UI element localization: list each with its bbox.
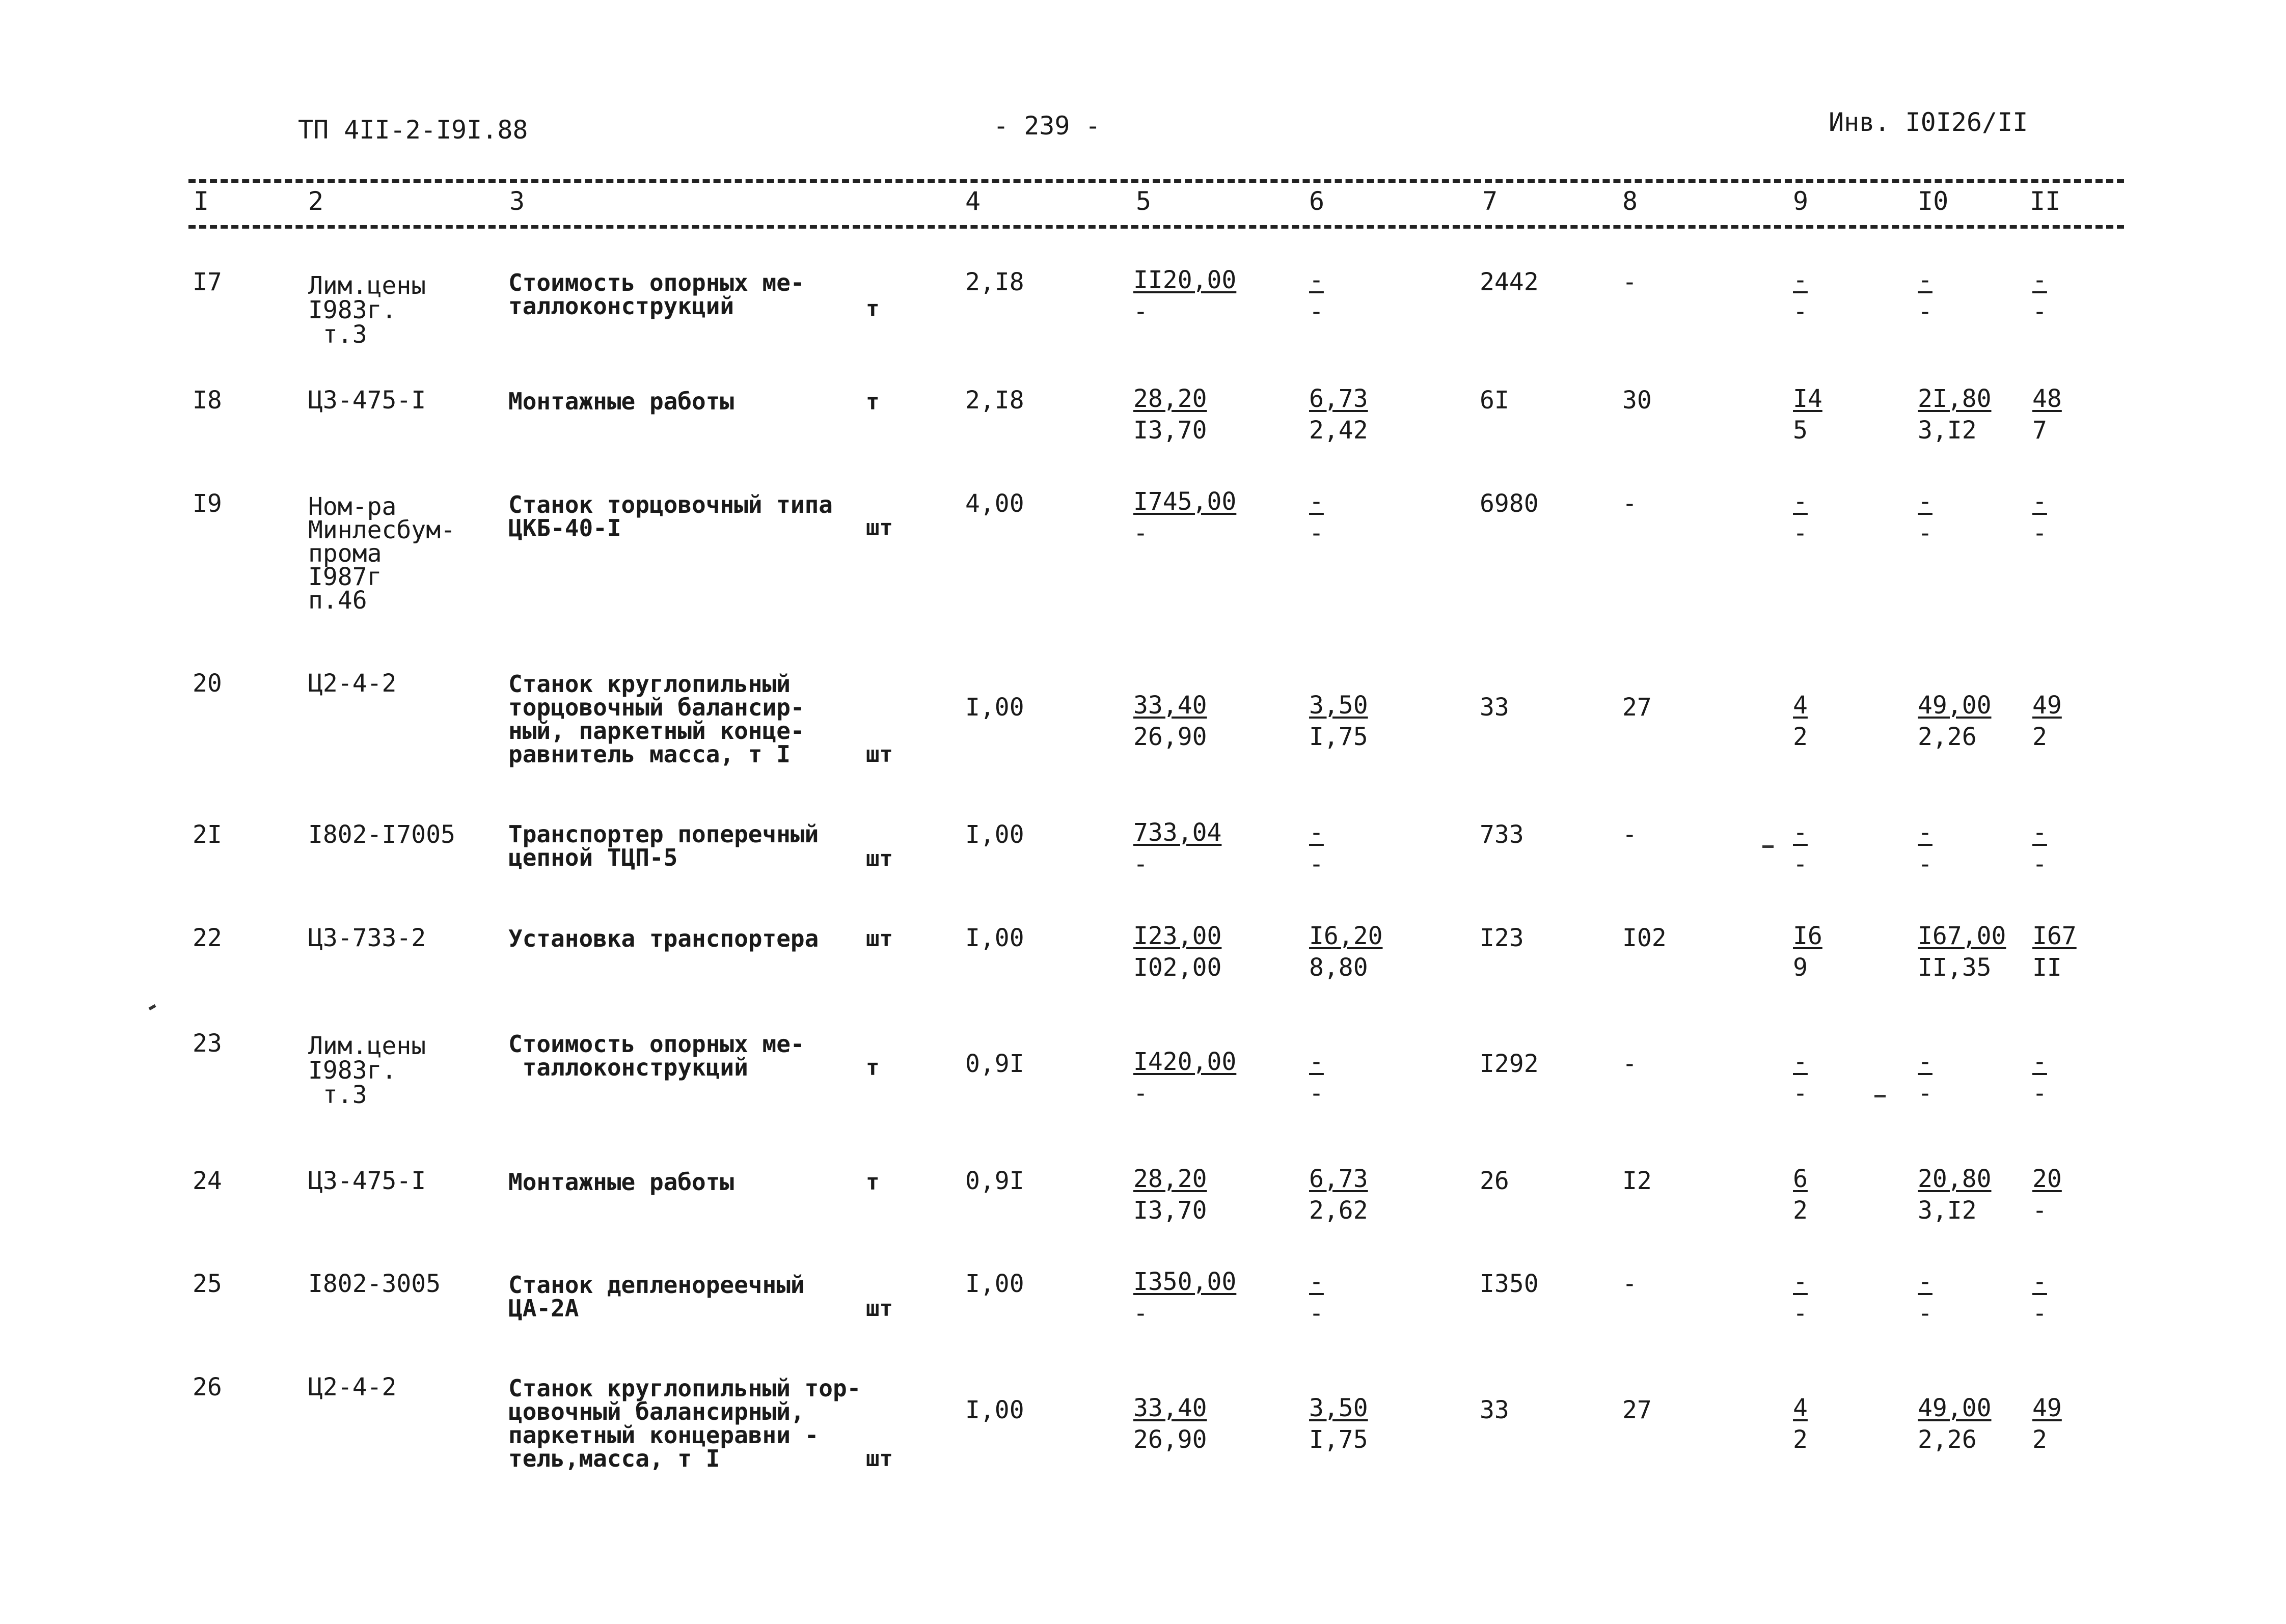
unit-cost-wages: I3,70 xyxy=(1133,416,1207,445)
unit-cost-fraction xyxy=(1133,487,1236,547)
unit-cost-total: 28,20 xyxy=(1133,1165,1207,1193)
column-number-11: II xyxy=(2030,186,2061,216)
total-wages: - xyxy=(1622,1050,1637,1078)
document-code: ТП 4II-2-I9I.88 xyxy=(298,115,528,145)
work-description: Стоимость опорных ме- таллоконструкций xyxy=(508,1030,805,1081)
labor-machinists: - xyxy=(1793,519,1808,547)
row-number: 24 xyxy=(193,1167,222,1195)
labor-fraction xyxy=(1793,1394,1808,1454)
labor-norm-machinists: 3,I2 xyxy=(1918,1196,1977,1225)
unit-cost-wages: - xyxy=(1133,850,1148,878)
quantity: 2,I8 xyxy=(965,386,1024,415)
labor-fraction xyxy=(1793,1268,1808,1328)
unit-cost-wages: 26,90 xyxy=(1133,1425,1207,1454)
unit-cost-total: I350,00 xyxy=(1133,1268,1237,1296)
machine-cost-wages: I,75 xyxy=(1309,723,1368,751)
row-number: 25 xyxy=(193,1270,222,1298)
labor-norm-fraction xyxy=(1918,1165,1992,1225)
labor-fraction xyxy=(1793,691,1808,751)
labor-norm-total: - xyxy=(1918,266,1933,294)
unit: шт xyxy=(866,1446,893,1472)
column-number-5: 5 xyxy=(1136,186,1152,216)
total-cost: 2442 xyxy=(1480,268,1539,296)
unit-cost-wages: I3,70 xyxy=(1133,1196,1207,1225)
labor-norm-fraction xyxy=(1918,691,1992,751)
labor-sum-total: 49 xyxy=(2032,1394,2062,1422)
work-description: Стоимость опорных ме- таллоконструкций xyxy=(508,269,805,320)
machine-cost-fraction xyxy=(1309,1394,1368,1454)
labor-sum-machinists: 7 xyxy=(2032,416,2047,445)
machine-cost-total: 6,73 xyxy=(1309,384,1368,413)
column-number-4: 4 xyxy=(965,186,981,216)
price-reference: Ц3-475-I xyxy=(308,386,426,415)
quantity: I,00 xyxy=(965,693,1024,722)
unit-cost-fraction xyxy=(1133,1394,1207,1454)
page-number: - 239 - xyxy=(993,111,1101,141)
quantity: 4,00 xyxy=(965,489,1024,518)
machine-cost-fraction xyxy=(1309,487,1324,547)
unit-cost-fraction xyxy=(1133,691,1207,751)
machine-cost-wages: 8,80 xyxy=(1309,953,1368,982)
total-cost: 6I xyxy=(1480,386,1509,415)
quantity: I,00 xyxy=(965,1396,1024,1424)
total-wages: 27 xyxy=(1622,693,1652,722)
total-wages: 27 xyxy=(1622,1396,1652,1424)
total-wages: 30 xyxy=(1622,386,1652,415)
labor-sum-machinists: II xyxy=(2032,953,2062,982)
labor-norm-machinists: 3,I2 xyxy=(1918,416,1977,445)
column-number-10: I0 xyxy=(1918,186,1949,216)
labor-sum-machinists: 2 xyxy=(2032,1425,2047,1454)
row-number: 26 xyxy=(193,1373,222,1401)
work-description: Транспортер поперечный цепной ТЦП-5 xyxy=(508,820,819,871)
machine-cost-wages: 2,62 xyxy=(1309,1196,1368,1225)
labor-norm-fraction xyxy=(1918,818,1933,878)
row-number: 2I xyxy=(193,820,222,849)
labor-fraction xyxy=(1793,1165,1808,1225)
unit: т xyxy=(866,1169,880,1195)
labor-norm-fraction xyxy=(1918,266,1933,326)
work-description: Монтажные работы xyxy=(508,1168,734,1196)
labor-sum-machinists: 2 xyxy=(2032,723,2047,751)
machine-cost-wages: - xyxy=(1309,1079,1324,1108)
machine-cost-fraction xyxy=(1309,384,1368,445)
column-number-3: 3 xyxy=(509,186,525,216)
row-number: 23 xyxy=(193,1029,222,1058)
unit: шт xyxy=(866,846,893,872)
total-cost: I350 xyxy=(1480,1270,1539,1298)
labor-sum-fraction xyxy=(2032,384,2062,445)
machine-cost-fraction xyxy=(1309,266,1324,326)
labor-total: 4 xyxy=(1793,1394,1808,1422)
labor-norm-fraction xyxy=(1918,922,2006,982)
labor-sum-total: 49 xyxy=(2032,691,2062,720)
unit-cost-total: 28,20 xyxy=(1133,384,1207,413)
total-wages: - xyxy=(1622,820,1637,849)
price-reference: Ц2-4-2 xyxy=(308,1373,397,1401)
unit-cost-fraction xyxy=(1133,1048,1236,1108)
unit: шт xyxy=(866,1296,893,1322)
labor-fraction xyxy=(1793,266,1808,326)
row-number: 20 xyxy=(193,669,222,698)
unit: шт xyxy=(866,926,893,952)
column-number-6: 6 xyxy=(1309,186,1325,216)
labor-sum-total: 20 xyxy=(2032,1165,2062,1193)
labor-sum-total: - xyxy=(2032,1048,2047,1076)
labor-sum-machinists: - xyxy=(2032,1299,2047,1328)
work-description: Станок торцовочный типа ЦКБ-40-I xyxy=(508,491,833,542)
quantity: 0,9I xyxy=(965,1050,1024,1078)
price-reference: Ц2-4-2 xyxy=(308,669,397,698)
labor-sum-fraction xyxy=(2032,1394,2062,1454)
unit-cost-fraction xyxy=(1133,922,1221,982)
labor-norm-machinists: II,35 xyxy=(1918,953,1992,982)
labor-sum-total: - xyxy=(2032,818,2047,847)
unit-cost-wages: I02,00 xyxy=(1133,953,1222,982)
total-cost: I23 xyxy=(1480,924,1524,952)
unit-cost-fraction xyxy=(1133,384,1207,445)
total-wages: - xyxy=(1622,489,1637,518)
machine-cost-fraction xyxy=(1309,1048,1324,1108)
labor-sum-total: - xyxy=(2032,266,2047,294)
column-number-1: I xyxy=(194,186,209,216)
machine-cost-total: - xyxy=(1309,818,1324,847)
total-cost: 33 xyxy=(1480,693,1509,722)
row-number: I8 xyxy=(193,386,222,415)
column-number-7: 7 xyxy=(1482,186,1498,216)
labor-total: 6 xyxy=(1793,1165,1808,1193)
labor-fraction xyxy=(1793,818,1808,878)
unit: шт xyxy=(866,515,893,541)
labor-fraction xyxy=(1793,1048,1808,1108)
unit-cost-total: II20,00 xyxy=(1133,266,1237,294)
scan-mark xyxy=(148,1004,156,1010)
quantity: I,00 xyxy=(965,820,1024,849)
machine-cost-wages: - xyxy=(1309,519,1324,547)
labor-norm-fraction xyxy=(1918,1268,1933,1328)
quantity: I,00 xyxy=(965,924,1024,952)
labor-sum-fraction xyxy=(2032,818,2047,878)
labor-norm-machinists: - xyxy=(1918,297,1933,326)
unit-cost-wages: - xyxy=(1133,1079,1148,1108)
unit-cost-wages: - xyxy=(1133,297,1148,326)
labor-sum-fraction xyxy=(2032,1165,2062,1225)
labor-sum-total: - xyxy=(2032,487,2047,516)
labor-norm-total: - xyxy=(1918,1048,1933,1076)
total-wages: - xyxy=(1622,268,1637,296)
labor-sum-total: I67 xyxy=(2032,922,2077,950)
row-number: I9 xyxy=(193,489,222,518)
row-number: I7 xyxy=(193,268,222,296)
unit: т xyxy=(866,1055,880,1081)
labor-machinists: 2 xyxy=(1793,723,1808,751)
labor-sum-machinists: - xyxy=(2032,1196,2047,1225)
total-wages: - xyxy=(1622,1270,1637,1298)
work-description: Установка транспортера xyxy=(508,925,819,952)
labor-machinists: 2 xyxy=(1793,1425,1808,1454)
unit-cost-fraction xyxy=(1133,1165,1207,1225)
labor-sum-machinists: - xyxy=(2032,850,2047,878)
labor-machinists: - xyxy=(1793,297,1808,326)
table-top-rule xyxy=(188,179,2124,183)
work-description: Станок круглопильный тор- цовочный балансирный, паркетный концеравни - тель,масса, т I xyxy=(508,1374,861,1472)
labor-sum-fraction xyxy=(2032,266,2047,326)
unit: т xyxy=(866,296,880,322)
total-cost: I292 xyxy=(1480,1050,1539,1078)
unit: т xyxy=(866,389,880,415)
scan-mark xyxy=(1762,845,1774,848)
machine-cost-total: - xyxy=(1309,1268,1324,1296)
labor-sum-fraction xyxy=(2032,1268,2047,1328)
labor-norm-total: 49,00 xyxy=(1918,1394,1992,1422)
labor-norm-machinists: 2,26 xyxy=(1918,723,1977,751)
labor-sum-machinists: - xyxy=(2032,297,2047,326)
column-number-9: 9 xyxy=(1793,186,1809,216)
machine-cost-total: - xyxy=(1309,1048,1324,1076)
labor-sum-fraction xyxy=(2032,487,2047,547)
quantity: 2,I8 xyxy=(965,268,1024,296)
unit-cost-wages: 26,90 xyxy=(1133,723,1207,751)
price-reference: Ц3-475-I xyxy=(308,1167,426,1195)
unit-cost-total: I23,00 xyxy=(1133,922,1222,950)
labor-total: I4 xyxy=(1793,384,1822,413)
machine-cost-total: - xyxy=(1309,487,1324,516)
inventory-number: Инв. I0I26/II xyxy=(1829,107,2028,137)
labor-sum-fraction xyxy=(2032,1048,2047,1108)
total-wages: I2 xyxy=(1622,1167,1652,1195)
total-cost: 6980 xyxy=(1480,489,1539,518)
labor-norm-machinists: - xyxy=(1918,519,1933,547)
labor-norm-total: I67,00 xyxy=(1918,922,2006,950)
labor-total: - xyxy=(1793,1268,1808,1296)
machine-cost-fraction xyxy=(1309,1268,1324,1328)
price-reference: Ц3-733-2 xyxy=(308,924,426,952)
labor-total: 4 xyxy=(1793,691,1808,720)
labor-norm-fraction xyxy=(1918,1394,1992,1454)
labor-total: I6 xyxy=(1793,922,1822,950)
labor-total: - xyxy=(1793,818,1808,847)
labor-norm-machinists: 2,26 xyxy=(1918,1425,1977,1454)
labor-norm-total: 20,80 xyxy=(1918,1165,1992,1193)
labor-sum-total: - xyxy=(2032,1268,2047,1296)
machine-cost-fraction xyxy=(1309,1165,1368,1225)
machine-cost-wages: - xyxy=(1309,850,1324,878)
unit-cost-total: 33,40 xyxy=(1133,1394,1207,1422)
machine-cost-fraction xyxy=(1309,922,1383,982)
labor-norm-machinists: - xyxy=(1918,1299,1933,1328)
labor-norm-total: - xyxy=(1918,818,1933,847)
total-cost: 733 xyxy=(1480,820,1524,849)
unit-cost-wages: - xyxy=(1133,1299,1148,1328)
labor-fraction xyxy=(1793,487,1808,547)
work-description: Станок круглопильный торцовочный балансир- ный, паркетный конце- равнитель масса, т I xyxy=(508,670,805,768)
machine-cost-wages: - xyxy=(1309,297,1324,326)
unit-cost-fraction xyxy=(1133,818,1221,878)
labor-machinists: 9 xyxy=(1793,953,1808,982)
table-header-rule xyxy=(188,225,2124,229)
labor-machinists: - xyxy=(1793,1299,1808,1328)
labor-fraction xyxy=(1793,384,1822,445)
labor-norm-total: 49,00 xyxy=(1918,691,1992,720)
column-number-2: 2 xyxy=(308,186,324,216)
total-cost: 26 xyxy=(1480,1167,1509,1195)
labor-norm-total: - xyxy=(1918,1268,1933,1296)
price-reference: I802-I7005 xyxy=(308,820,455,849)
machine-cost-total: 6,73 xyxy=(1309,1165,1368,1193)
labor-machinists: 5 xyxy=(1793,416,1808,445)
labor-norm-fraction xyxy=(1918,487,1933,547)
total-wages: I02 xyxy=(1622,924,1667,952)
unit-cost-fraction xyxy=(1133,266,1236,326)
machine-cost-fraction xyxy=(1309,818,1324,878)
labor-machinists: 2 xyxy=(1793,1196,1808,1225)
machine-cost-wages: I,75 xyxy=(1309,1425,1368,1454)
unit-cost-fraction xyxy=(1133,1268,1236,1328)
labor-machinists: - xyxy=(1793,1079,1808,1108)
labor-sum-fraction xyxy=(2032,691,2062,751)
labor-total: - xyxy=(1793,1048,1808,1076)
unit-cost-total: 733,04 xyxy=(1133,818,1222,847)
machine-cost-fraction xyxy=(1309,691,1368,751)
labor-norm-fraction xyxy=(1918,1048,1933,1108)
labor-sum-machinists: - xyxy=(2032,1079,2047,1108)
labor-sum-fraction xyxy=(2032,922,2077,982)
machine-cost-total: - xyxy=(1309,266,1324,294)
work-description: Станок дeпленореечный ЦА-2А xyxy=(508,1271,805,1322)
machine-cost-total: I6,20 xyxy=(1309,922,1383,950)
labor-norm-machinists: - xyxy=(1918,1079,1933,1108)
machine-cost-total: 3,50 xyxy=(1309,691,1368,720)
machine-cost-total: 3,50 xyxy=(1309,1394,1368,1422)
unit-cost-total: I420,00 xyxy=(1133,1048,1237,1076)
unit-cost-wages: - xyxy=(1133,519,1148,547)
labor-machinists: - xyxy=(1793,850,1808,878)
quantity: I,00 xyxy=(965,1270,1024,1298)
labor-total: - xyxy=(1793,266,1808,294)
quantity: 0,9I xyxy=(965,1167,1024,1195)
labor-fraction xyxy=(1793,922,1822,982)
labor-sum-machinists: - xyxy=(2032,519,2047,547)
labor-norm-total: 2I,80 xyxy=(1918,384,1992,413)
price-reference: I802-3005 xyxy=(308,1270,441,1298)
row-number: 22 xyxy=(193,924,222,952)
scan-mark xyxy=(1874,1095,1886,1097)
column-number-8: 8 xyxy=(1622,186,1638,216)
work-description: Монтажные работы xyxy=(508,388,734,415)
price-reference: Лим.цены I983г. т.3 xyxy=(308,1032,426,1109)
price-reference: Ном-ра Минлесбум- прома I987г п.46 xyxy=(308,492,455,615)
unit: шт xyxy=(866,741,893,767)
machine-cost-wages: - xyxy=(1309,1299,1324,1328)
labor-norm-fraction xyxy=(1918,384,1992,445)
unit-cost-total: 33,40 xyxy=(1133,691,1207,720)
machine-cost-wages: 2,42 xyxy=(1309,416,1368,445)
labor-norm-total: - xyxy=(1918,487,1933,516)
unit-cost-total: I745,00 xyxy=(1133,487,1237,516)
labor-norm-machinists: - xyxy=(1918,850,1933,878)
price-reference: Лим.цены I983г. т.3 xyxy=(308,271,426,349)
labor-sum-total: 48 xyxy=(2032,384,2062,413)
labor-total: - xyxy=(1793,487,1808,516)
total-cost: 33 xyxy=(1480,1396,1509,1424)
